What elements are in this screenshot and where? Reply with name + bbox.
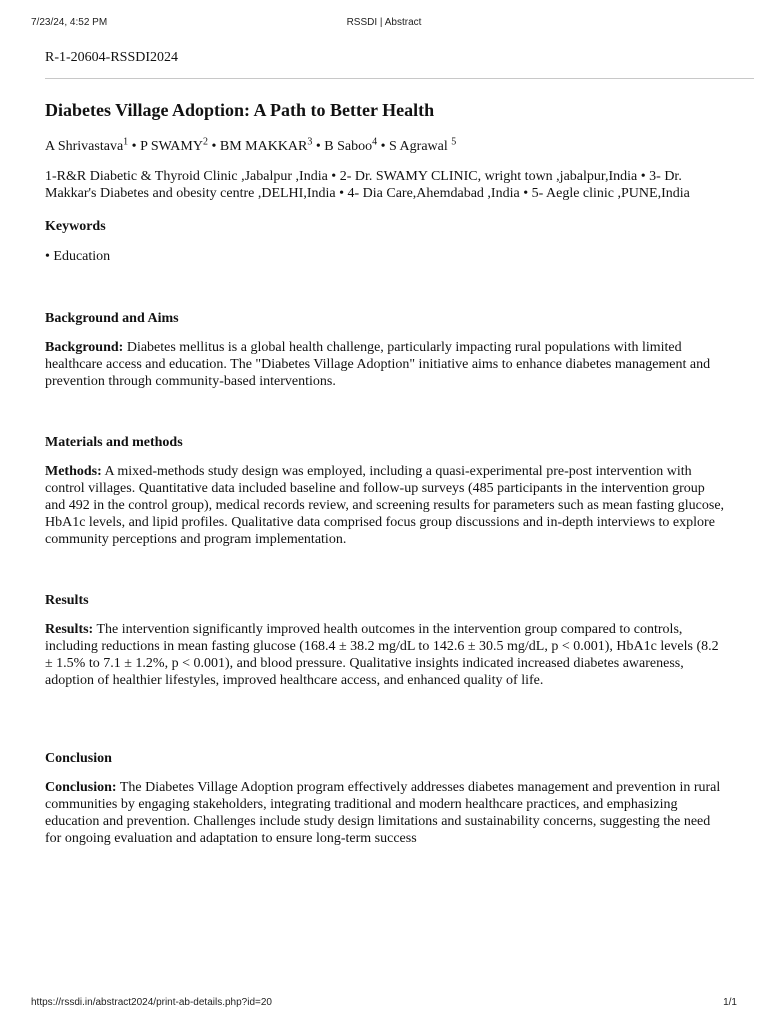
author-affiliation-number: 1 (123, 136, 129, 148)
author-affiliation-number: 4 (372, 136, 378, 148)
author-name: P SWAMY (140, 139, 203, 154)
results-text: The intervention significantly improved health outcomes in the intervention group compared to controls, including reductions in mean fasting glucose (168.4 ± 38.2 mg/dL to 142.6 ± 30.5 mg/dL, p < 0.001), HbA1c levels (8.2 ± 1.5% to 7.1 ± 1.2%, p < 0.001), and blood pressure. Qualitative insights indicated increased diabetes awareness, adoption of healthier lifestyles, improved healthcare access, and enhanced quality of life. (45, 622, 719, 688)
abstract-title: Diabetes Village Adoption: A Path to Better Health (45, 100, 435, 120)
author-separator: • (377, 139, 390, 154)
header-divider (45, 78, 754, 79)
conclusion-heading: Conclusion (45, 751, 112, 766)
results-heading: Results (45, 593, 89, 608)
abstract-content (45, 48, 725, 847)
background-label: Background: (45, 340, 124, 355)
background-text: Diabetes mellitus is a global health challenge, particularly impacting rural populations with limited healthcare access and education. The "Diabetes Village Adoption" initiative aims to enhance diabetes management and prevention through community-based interventions. (45, 340, 711, 389)
print-page-count: 1/1 (723, 997, 737, 1008)
author-name: A Shrivastava (45, 139, 124, 154)
print-page-title: RSSDI | Abstract (346, 17, 422, 28)
results-paragraph (45, 621, 725, 689)
methods-paragraph (45, 463, 725, 548)
methods-label: Methods: (45, 464, 102, 479)
print-header (31, 17, 737, 31)
author-name: B Saboo (324, 139, 373, 154)
background-heading: Background and Aims (45, 311, 179, 326)
author-separator: • (207, 139, 220, 154)
author-separator: • (128, 139, 141, 154)
conclusion-label: Conclusion: (45, 780, 117, 795)
methods-heading: Materials and methods (45, 435, 183, 450)
affiliations: 1-R&R Diabetic & Thyroid Clinic ,Jabalpur ,India • 2- Dr. SWAMY CLINIC, wright town ,jabalpur,India • 3- Dr. Makkar's Diabetes and obesity centre ,DELHI,India • 4- Dia Care,Ahemdabad ,India • 5- Aegle clinic ,PUNE,India (45, 169, 690, 201)
keywords-heading: Keywords (45, 219, 106, 234)
conclusion-paragraph (45, 779, 725, 847)
author-name: BM MAKKAR (219, 139, 308, 154)
print-url: https://rssdi.in/abstract2024/print-ab-details.php?id=20 (31, 997, 272, 1008)
methods-text: A mixed-methods study design was employed, including a quasi-experimental pre-post intervention with control villages. Quantitative data included baseline and follow-up surveys (485 participants in the intervention group and 492 in the control group), medical records review, and screening results for parameters such as mean fasting glucose, HbA1c levels, and lipid profiles. Qualitative data comprised focus group discussions and in-depth interviews to explore community perceptions and program implementation. (45, 464, 725, 547)
author-affiliation-number: 3 (307, 136, 313, 148)
conclusion-text: The Diabetes Village Adoption program effectively addresses diabetes management and prevention in rural communities by engaging stakeholders, integrating traditional and modern healthcare practices, and emphasizing education and prevention. Challenges include study design limitations and sustainability concerns, suggesting the need for ongoing evaluation and adaptation to ensure long-term success (45, 780, 721, 846)
author-name: S Agrawal (389, 139, 452, 154)
print-footer (31, 997, 737, 1011)
author-affiliation-number: 2 (202, 136, 208, 148)
results-label: Results: (45, 622, 94, 637)
abstract-id: R-1-20604-RSSDI2024 (45, 50, 179, 65)
keyword-item: • Education (45, 249, 111, 264)
print-datetime: 7/23/24, 4:52 PM (31, 17, 108, 28)
author-affiliation-number: 5 (451, 136, 457, 148)
author-list (45, 138, 725, 156)
background-paragraph (45, 339, 725, 390)
author-separator: • (312, 139, 325, 154)
